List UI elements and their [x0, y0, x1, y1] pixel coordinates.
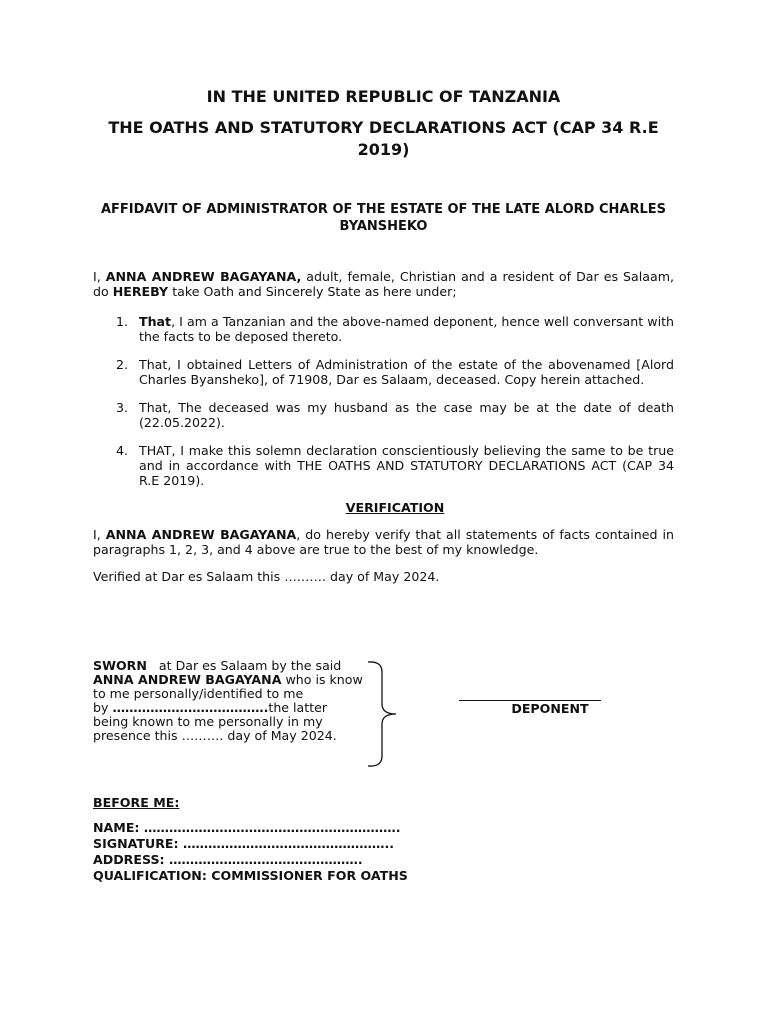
verification-title: VERIFICATION: [345, 500, 445, 515]
verification-paragraph: [93, 527, 674, 557]
list-item: [93, 443, 674, 488]
jurat-line: to me personally/identified to me: [93, 686, 304, 701]
jurat-location: at Dar es Salaam by the said: [146, 659, 342, 673]
intro-paragraph: [93, 269, 674, 299]
verification-name: ANNA ANDREW BAGAYANA: [105, 527, 297, 542]
list-item: [93, 400, 674, 430]
jurat-latter: the latter: [268, 700, 328, 715]
act-heading: THE OATHS AND STATUTORY DECLARATIONS ACT (CAP 34 R.E 2019): [108, 118, 659, 159]
verification-text: , do hereby verify that all statements of facts contained in paragraphs 1, 2, 3, and 4 above are true to the best of my knowledge.: [93, 527, 674, 557]
hereby-word: HEREBY: [112, 284, 169, 299]
jurat-by: by: [93, 700, 113, 715]
signature-field-line: SIGNATURE: …………………………………………..: [93, 836, 395, 851]
intro-prefix: I,: [93, 269, 106, 284]
before-me-title: BEFORE ME:: [93, 795, 180, 810]
item-number: 4.: [116, 443, 129, 458]
name-line: NAME: …………………………………………………….: [93, 820, 401, 835]
list-item: [93, 314, 674, 344]
jurat-line: being known to me personally in my: [93, 714, 323, 729]
item-text: That, The deceased was my husband as the case may be at the date of death (22.05.2022).: [139, 400, 674, 430]
item-number: 2.: [116, 357, 129, 372]
jurat-block: [93, 659, 373, 743]
court-heading: IN THE UNITED REPUBLIC OF TANZANIA: [206, 87, 561, 106]
intro-mid: adult, female, Christian and a resident of Dar es Salaam, do: [93, 269, 674, 299]
item-number: 1.: [116, 314, 129, 329]
item-text: That, I obtained Letters of Administration of the estate of the abovenamed [Alord Charles Byansheko], of 71908, Dar es Salaam, deceased. Copy herein attached.: [139, 357, 674, 387]
item-text: THAT, I make this solemn declaration conscientiously believing the same to be true and in accordance with THE OATHS AND STATUTORY DECLARATIONS ACT (CAP 34 R.E 2019).: [139, 443, 674, 488]
jurat-line: [93, 659, 373, 673]
jurat-known: who is know: [281, 672, 363, 687]
affidavit-title: AFFIDAVIT OF ADMINISTRATOR OF THE ESTATE OF THE LATE ALORD CHARLES BYANSHEKO: [100, 202, 666, 234]
paragraph-list: [93, 314, 674, 501]
jurat-line: presence this ………. day of May 2024.: [93, 728, 337, 743]
deponent-name: ANNA ANDREW BAGAYANA,: [105, 269, 302, 284]
jurat-name: ANNA ANDREW BAGAYANA: [93, 672, 282, 687]
jurat-line: [93, 673, 373, 687]
deponent-label: DEPONENT: [511, 701, 589, 716]
intro-suffix: take Oath and Sincerely State as here under;: [168, 284, 457, 299]
item-number: 3.: [116, 400, 129, 415]
sworn-label: SWORN: [93, 659, 147, 673]
qualification-line: QUALIFICATION: COMMISSIONER FOR OATHS: [93, 868, 408, 883]
curly-brace: [366, 660, 400, 768]
jurat-line: [93, 701, 373, 715]
commissioner-block: [93, 820, 408, 884]
address-line: ADDRESS: ……………………………………….: [93, 852, 363, 867]
verification-prefix: I,: [93, 527, 106, 542]
verified-line: Verified at Dar es Salaam this ………. day of May 2024.: [93, 569, 440, 584]
list-item: [93, 357, 674, 387]
item-text: , I am a Tanzanian and the above-named deponent, hence well conversant with the facts to be deposed thereto.: [139, 314, 674, 344]
item-lead: That: [139, 314, 172, 329]
jurat-dots: ……………………………….: [112, 700, 269, 715]
